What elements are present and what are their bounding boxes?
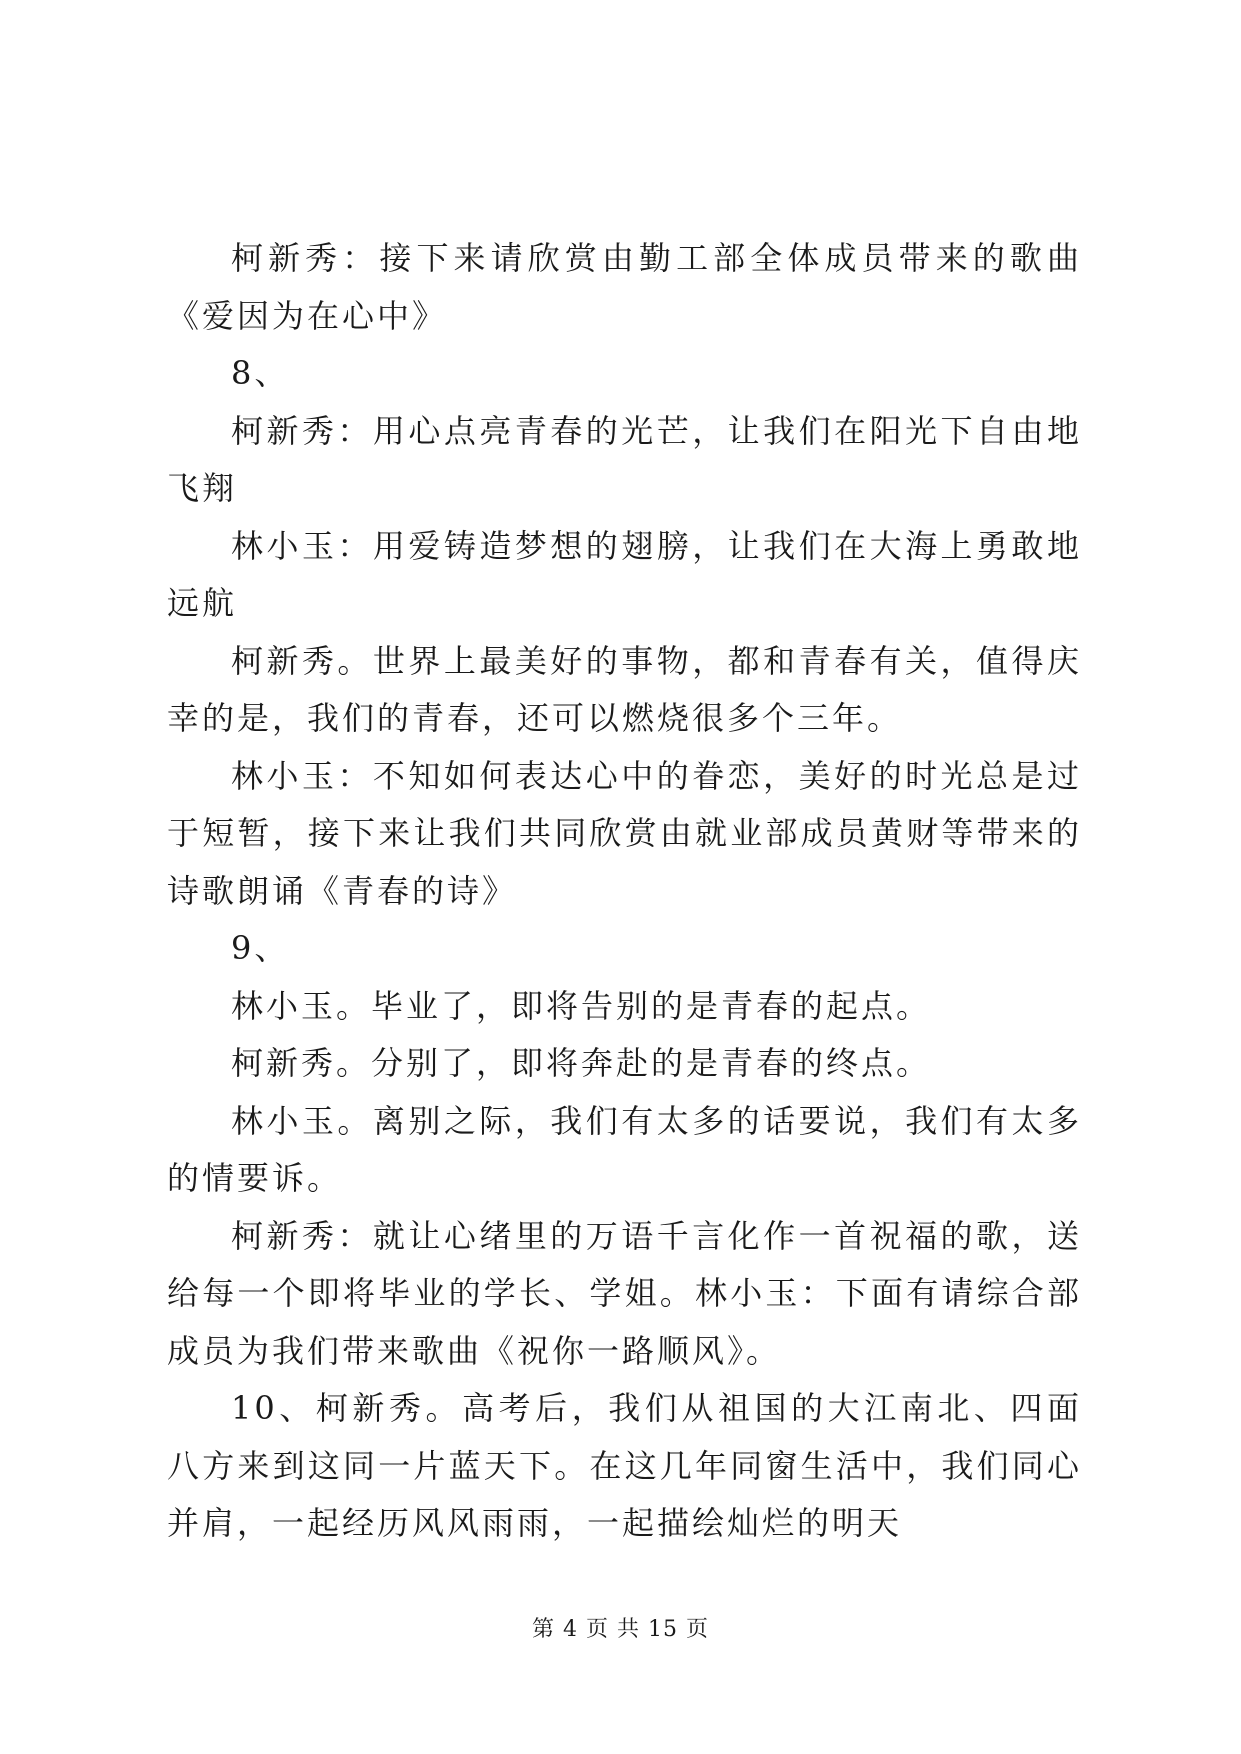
page-number-label: 第 4 页 共 15 页 <box>532 1617 709 1642</box>
paragraph: 林小玉。离别之际，我们有太多的话要说，我们有太多的情要诉。 <box>167 1101 1082 1197</box>
paragraph: 柯新秀。世界上最美好的事物，都和青春有关，值得庆幸的是，我们的青春，还可以燃烧很多个三年。 <box>167 641 1082 737</box>
paragraph: 柯新秀：就让心绪里的万语千言化作一首祝福的歌，送给每一个即将毕业的学长、学姐。林小玉：下面有请综合部成员为我们带来歌曲《祝你一路顺风》。 <box>167 1216 1082 1370</box>
paragraph: 8、 <box>231 354 290 392</box>
paragraph: 林小玉。毕业了，即将告别的是青春的起点。 <box>231 986 932 1025</box>
paragraph: 林小玉：不知如何表达心中的眷恋，美好的时光总是过于短暂，接下来让我们共同欣赏由就业部成员黄财等带来的诗歌朗诵《青春的诗》 <box>167 756 1082 910</box>
paragraph: 柯新秀：接下来请欣赏由勤工部全体成员带来的歌曲《爱因为在心中》 <box>167 239 1082 335</box>
paragraph: 10、柯新秀。高考后，我们从祖国的大江南北、四面八方来到这同一片蓝天下。在这几年同窗生活中，我们同心并肩，一起经历风风雨雨，一起描绘灿烂的明天 <box>167 1389 1082 1542</box>
paragraph: 9、 <box>231 929 290 967</box>
paragraph: 林小玉：用爱铸造梦想的翅膀，让我们在大海上勇敢地远航 <box>167 526 1082 622</box>
page-footer <box>0 1612 1241 1643</box>
paragraph: 柯新秀。分别了，即将奔赴的是青春的终点。 <box>231 1044 932 1082</box>
document-body <box>167 230 1082 1553</box>
paragraph: 柯新秀：用心点亮青春的光芒，让我们在阳光下自由地飞翔 <box>167 411 1082 507</box>
